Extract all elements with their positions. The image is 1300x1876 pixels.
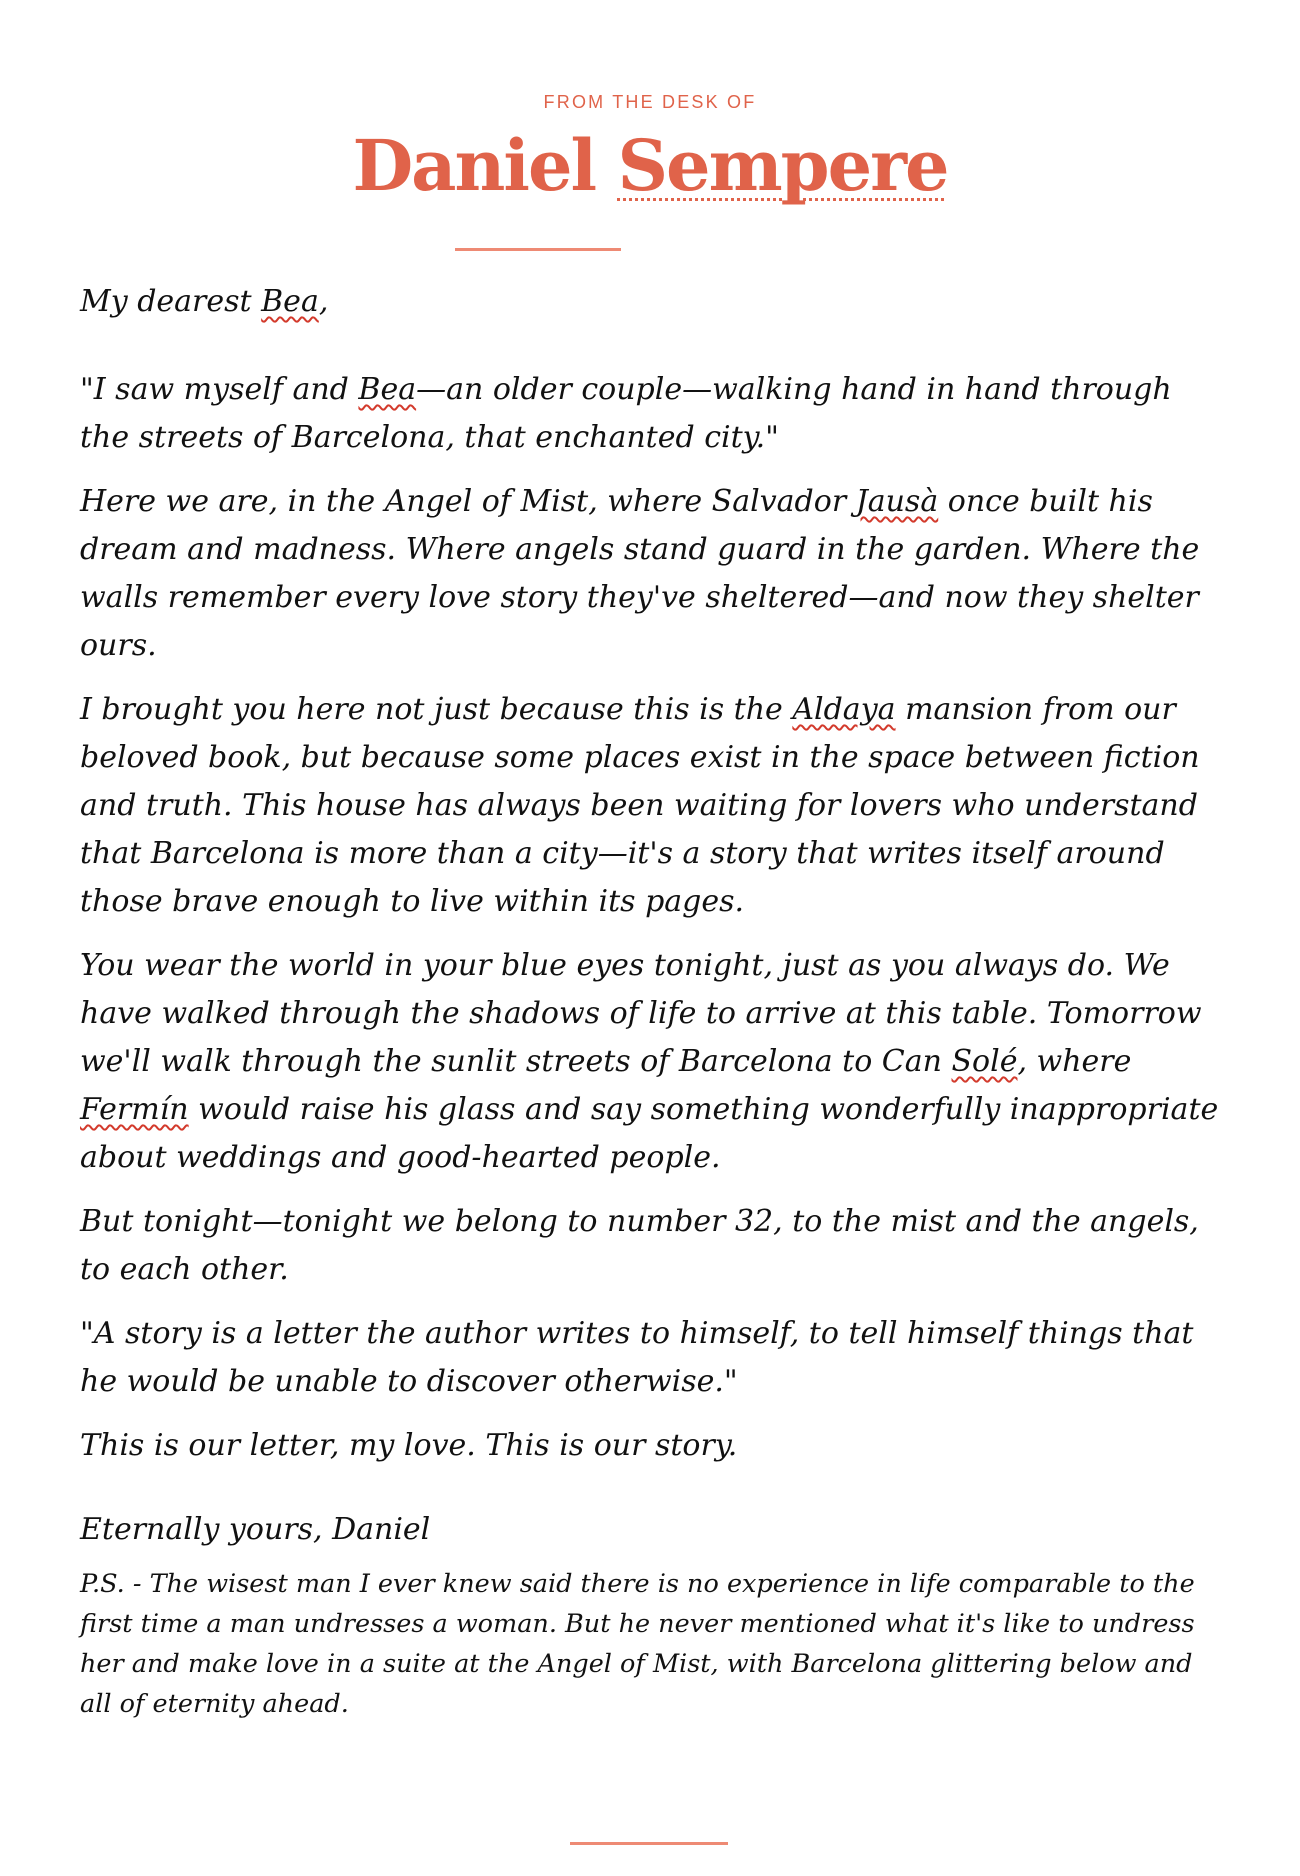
letterhead-kicker: FROM THE DESK OF: [543, 92, 757, 112]
letterhead-first-name: Daniel: [352, 124, 596, 207]
p4-text-c: , where: [1017, 1044, 1132, 1079]
greeting-punct: ,: [318, 284, 329, 319]
p3-text-a: I brought you here not just because this is the: [80, 692, 793, 727]
p4-text-a: You wear the world in your blue eyes tonight, just as you always do. We have walked through the shadows of life to arrive at this table. Tomorrow we'll walk through the sunlit streets of Barcelona to Can: [80, 948, 1202, 1079]
greeting-name: Bea: [261, 284, 319, 319]
letterhead: [0, 92, 1300, 207]
divider-top: [455, 248, 621, 251]
paragraph-tonight: But tonight—tonight we belong to number 32, to the mist and the angels, to each other.: [80, 1204, 1199, 1287]
p1-text-a: "I saw myself and: [80, 372, 359, 407]
p2-text-a: Here we are, in the Angel of Mist, where Salvador: [80, 484, 856, 519]
letterhead-last-name: Sempere: [617, 124, 948, 207]
p1-text-c: —an older couple—walking hand in hand through the streets of Barcelona, that enchanted city.": [80, 372, 1172, 455]
p2-name: Jausà: [855, 484, 939, 519]
p4-name-fermin: Fermín: [80, 1092, 189, 1127]
greeting: [80, 278, 1230, 326]
paragraph-our-letter: This is our letter, my love. This is our story.: [80, 1428, 738, 1463]
paragraph-story-quote: "A story is a letter the author writes to himself, to tell himself things that he would be unable to discover otherwise.": [80, 1316, 1194, 1399]
p3-text-c: mansion from our beloved book, but because some places exist in the space between fiction and truth. This house has always been waiting for lovers who understand that Barcelona is more than a city—it's a story that writes itself around those brave enough to live within its pages.: [80, 692, 1200, 919]
p4-name-sole: Solé: [951, 1044, 1018, 1079]
p1-name: Bea: [358, 372, 417, 407]
p4-text-e: would raise his glass and say something wonderfully inappropriate about weddings and good-hearted people.: [80, 1092, 1219, 1175]
letterhead-name: [0, 124, 1300, 207]
p2-text-c: once built his dream and madness. Where angels stand guard in the garden. Where the walls remember every love story they've sheltered—and now they shelter ours.: [80, 484, 1200, 663]
divider-bottom: [570, 1842, 728, 1845]
paragraph-aldaya: [80, 686, 1230, 926]
paragraph-blue-eyes: [80, 942, 1230, 1182]
p3-name: Aldaya: [792, 692, 896, 727]
paragraph-opening-quote: [80, 366, 1230, 462]
letter-body: [80, 278, 1230, 1740]
signoff: Eternally yours, Daniel: [80, 1512, 431, 1547]
paragraph-angel-of-mist: [80, 478, 1230, 670]
greeting-text: My dearest: [80, 284, 262, 319]
postscript: P.S. - The wisest man I ever knew said there is no experience in life comparable to the first time a man undresses a woman. But he never mentioned what it's like to undress her and make love in a suite at the Angel of Mist, with Barcelona glittering below and all of eternity ahead.: [80, 1569, 1195, 1719]
